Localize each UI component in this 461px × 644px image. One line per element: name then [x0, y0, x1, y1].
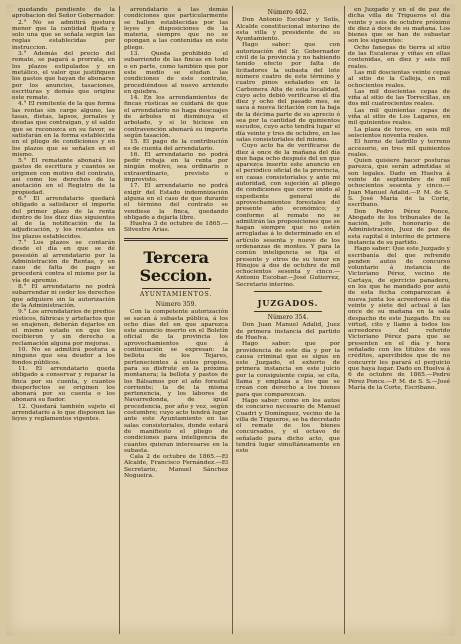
- paragraph: Con la competente autorización se sacan á subasta pública, á los ocho días del en que aparezca este anuncio inserto en el Boletín oficial de la provincia los aprovechamientos que á continuación se expresan: la bellota de los Tejares, pertenecientes á estos propios, para su disfrute en la próxima montanera; la bellota y pastos de los Bálsamos por el año forestal corriente; la de la misma pertenencia, y los lábores de Navarredonda, de igual procedencia, por año y vez, según costumbre; cuyo acto tendrá lugar ante este Ayuntamiento en las salas consistoriales, donde estará de manifiesto el pliego de condiciones para inteligencia de cuantos quieran interesarse en la subasta.: [124, 309, 228, 454]
- paragraph: 13. Queda prohibido el subarriendo de las fincas en todo o en parte, como también que por este medio se eludan las condiciones de este contrato, procediéndose al nuevo arriendo en quiebra.: [124, 51, 228, 95]
- paragraph: 17. El arrendatario no podrá exigir del Estado indemnización alguna en el caso de que durante el término del contrato se vendiese la finca, quedando obligado a dejarla libre.: [124, 183, 228, 221]
- paragraph: Quien quisiere hacer posturas parezca, que serán admitidas si son legales. Dado en Huelva á veinte de septiembre de mil ochocientos sesenta y cinco.—Juan Manuel Adalid.—P. M. de S. S. José María de la Corte, escribano.: [348, 158, 450, 209]
- paragraph: 15. El pago de la contribución es de cuenta del arrendatario.: [124, 139, 228, 152]
- paragraph: Las mil doscientas veinte cepas al sitio de la Calleja, en mil ochocientos reales.: [348, 69, 450, 89]
- paragraph: quedando pendiente de la aprobacion del Señor Gobernador.: [12, 7, 115, 20]
- paragraph: Hago saber: que por providencia de este día y por la causa criminal que se sigue en este Juzgado, el exhorto de primera instancia en este juicio por la consiguiente copia, se cita, llama y emplaza a los que se crean con derecho a los bienes para que comparezcan.: [236, 341, 340, 398]
- notice-body: [236, 322, 340, 454]
- column-1: [12, 7, 115, 633]
- divider: [254, 311, 322, 312]
- section-divider: [124, 238, 228, 239]
- paragraph: Don Juan Manuel Adalid, Juez de primera instancia del partido de Huelva.: [236, 322, 340, 341]
- paragraph: 8.° El arrendatario no podrá subarrendar ni ceder los derechos que adquiere sin la autorización de la Administración.: [12, 284, 115, 309]
- paragraph: en Juzgado y en el de paz de dicha villa de Trigueros el día veinte y seis de octubre próximo de diez á doce de su mañana. Los bienes que se han de subastar son los siguientes:: [348, 7, 450, 45]
- section-title-tercera-seccion: Tercera Seccion.: [139, 247, 213, 285]
- paragraph: 4.° El remitente de la que forma las rentas sin cargo alguno, las tasas, dietas, lapsos, jornales y deudas que contraigan, y el saldo que se reconozca en su favor, se satisfarán en la forma establecida en el pliego de condiciones y en los plazos que se señalen en el mismo.: [12, 101, 115, 158]
- paragraph: Hago saber: como en los autos de concurso necesario de Manuel Cuadri y Domínguez, vecino de la villa de Trigueros, se ha decretado el remate de los bienes concursados, y el octavo de señalado para dicho acto, que tendrá lugar simultáneamente en este: [236, 397, 340, 455]
- paragraph: Huelva 3 de octubre de 1865.—Silvestre Arias.: [124, 221, 228, 234]
- paragraph: arrendatario á las demás condiciones que particularmente se hallen establecidas por las leyes y disposiciones de la materia, siempre que no se opongan a las contenidas en este pliego.: [124, 7, 228, 51]
- paragraph: Cuyo acto ha de verificarse de diez á once de la mañana del día que haga ocho después del en que aparezca inserto este anuncio en el periódico oficial de la provincia, en casas consistoriales y ante mi autoridad, con sujeción al pliego de condiciones que corre unido al expediente general de aprovechamientos forestales del presente año económico; y conforme al remate no se admitirán las proposiciones que se hagan siempre que no estén arregladas á lo determinado en el artículo sesenta y nueve de los ordenanzas de montes. Y para la común inteligencia se fija el presente y otros de su tenor en Hinojos á dos de octubre de mil ochocientos sesenta y cinco.—Antonio Escobar.—José Gutierrez, Secretario interino.: [236, 143, 340, 288]
- paragraph: Ocho fanegas de tierra al sitio de las Escaleras y viñas en ellas contenidas, en diez y seis mil reales.: [348, 44, 450, 70]
- column-2: [124, 7, 228, 633]
- divider: [142, 288, 210, 289]
- paragraph: El horno de ladrillo y terreno accesorio, en tres mil quinientos reales.: [348, 139, 450, 158]
- paragraph: Cala 2 de octubre de 1865.—El Alcalde, Francisco Fernández.—El Secretario, Manuel Sánchez Nogueira.: [124, 454, 228, 479]
- paragraph: Don Antonio Escobar y Solís, Alcalde constitucional interino de esta villa y presidente de su Ayuntamiento.: [236, 17, 340, 43]
- column-3: [236, 7, 340, 633]
- notice-number: Número 359.: [155, 300, 197, 308]
- paragraph: La plaza de toros, en seis mil seiscientos noventa reales.: [348, 126, 450, 139]
- paragraph: 2.° No se admitirá postura menor que la cantidad fijada y solo una que se señala según las reglas establecidas por instruccion.: [12, 19, 115, 51]
- paragraph: 11. El arrendatario queda obligado a conservar y reparar la finca por su cuenta, y cuantos desperfectos se originen los abonará por su cuenta o los abonará su fiador.: [12, 365, 115, 404]
- paragraph: 6.° El arrendatario quedará obligado a satisfacer el importe del primer plazo de la renta dentro de los diez días siguientes al de la notificación de la adjudicación, y los restantes en los plazos establecidos.: [12, 195, 115, 240]
- column-rule: [119, 6, 120, 634]
- newspaper-page: [6, 4, 455, 636]
- paragraph: 5.° El rematante abonará los gastos de escritura y cuantos se originen con motivo del contrato, así como los derechos de la anotación en el Registro de la propiedad.: [12, 158, 115, 196]
- paragraph: 7.° Los plazos se contarán desde el día en que se dé posesión al arrendatario por la Administración de Rentas, y en caso de falta de pago se procederá contra el mismo por la vía de apremio.: [12, 239, 115, 284]
- divider: [254, 291, 322, 292]
- paragraph: Don Pedro Pérez Ponce, Abogado de los tribunales de la nación, jefe honorario de Administración, Juez de paz de esta capital é interino de primera instancia de su partido.: [348, 208, 450, 246]
- paragraph: Las mil doscientas cepas de viña al sitio de las Torrecillas, en dos mil cuatrocientos reales.: [348, 88, 450, 108]
- paragraph: Las mil quinientas cepas de viña al sitio de Los Lagares, en mil quinientos reales.: [348, 107, 450, 127]
- column-rule: [232, 6, 233, 634]
- paragraph: 10. No se admitirá postura a ninguno que sea deudor a los fondos públicos.: [12, 347, 115, 366]
- auction-conditions-continued: [124, 7, 228, 234]
- notice-number: Número 462.: [267, 9, 309, 16]
- section-divider: [124, 240, 228, 241]
- paragraph: 14. En los arrendamientos de fincas rústicas se cuidará de que el arrendatario no haga descuajes de árboles ni disminuya el arbolado, y si lo hiciese en contravención abonará su importe según tasación.: [124, 95, 228, 139]
- paragraph: 12. Quedará también sujeto el arrendatario a lo que disponen las leyes y reglamentos vigentes.: [12, 403, 115, 423]
- paragraph: Hago saber: Que este Juzgado y escribanía del que refrendo penden autos de concurso voluntario á instancia de Victoriano Pérez, vecino de Cartaya, de ejercicio panadero, en los que he mandado por auto de esta fecha comparezcan á nueva junta los acreedores el día veinte y siete del actual á las once de su mañana en la sala despacho de este Juzgado. En su virtud, cito y llamo á todos los acreedores del referido Victoriano Pérez para que se presenten en el día y hora señalado con los títulos de sus créditos, apercibidos que de no concurrir les parará el perjuicio que haya lugar. Dado en Huelva á 6 de octubre de 1865.—Pedro Pérez Ponce.—P. M. de S. S.—José María de la Corte, Escribano.: [348, 246, 450, 391]
- paragraph: Hago saber: que con autorización del Sr. Gobernador civil de la provincia y no habiendo tenido efecto por falta de licitadores la subasta del lote número cuatro de este término y cuatro pinos señalados en la Carbonera Alta de esta localidad, cuyo acto debió verificarse el día diez y ocho del pasado mes, se saca á nueva licitación con la baja de la décima parte de su aprecio ó sea por la cantidad de quinientos escudos, cuyo acto tendrá lugar el día veinte y tres de octubre, en las salas consistoriales del mismo.: [236, 42, 340, 143]
- paragraph: 16. El arrendatario no podrá pedir rebaja en la renta por ningún motivo, sea ordinario o extraordinario, previsto o imprevisto.: [124, 151, 228, 184]
- section-title-juzgados: JUZGADOS.: [257, 298, 319, 309]
- notice-body: [236, 17, 340, 288]
- paragraph: 9.° Los arrendatarios de predios rústicos, fábricas y artefactos que se enajenen, deberán dejarlos en el mismo estado en que los recibieron y sin derecho a reclamación alguna por mejoras.: [12, 309, 115, 347]
- subsection-title-ayuntamientos: AYUNTAMIENTOS.: [139, 290, 213, 298]
- paragraph: 3.° Además del precio del remate, se pagará a prorrata, en los plazos estipulados y en metálico, el valor que justifiquen los gastos que hayan de abonarse por los anuncios, tasaciones, escrituras y demás que origine este remate.: [12, 51, 115, 102]
- column-4: [348, 7, 450, 633]
- column-rule: [344, 6, 345, 634]
- notice-body: [124, 309, 228, 479]
- notice-number: Número 354.: [267, 314, 309, 322]
